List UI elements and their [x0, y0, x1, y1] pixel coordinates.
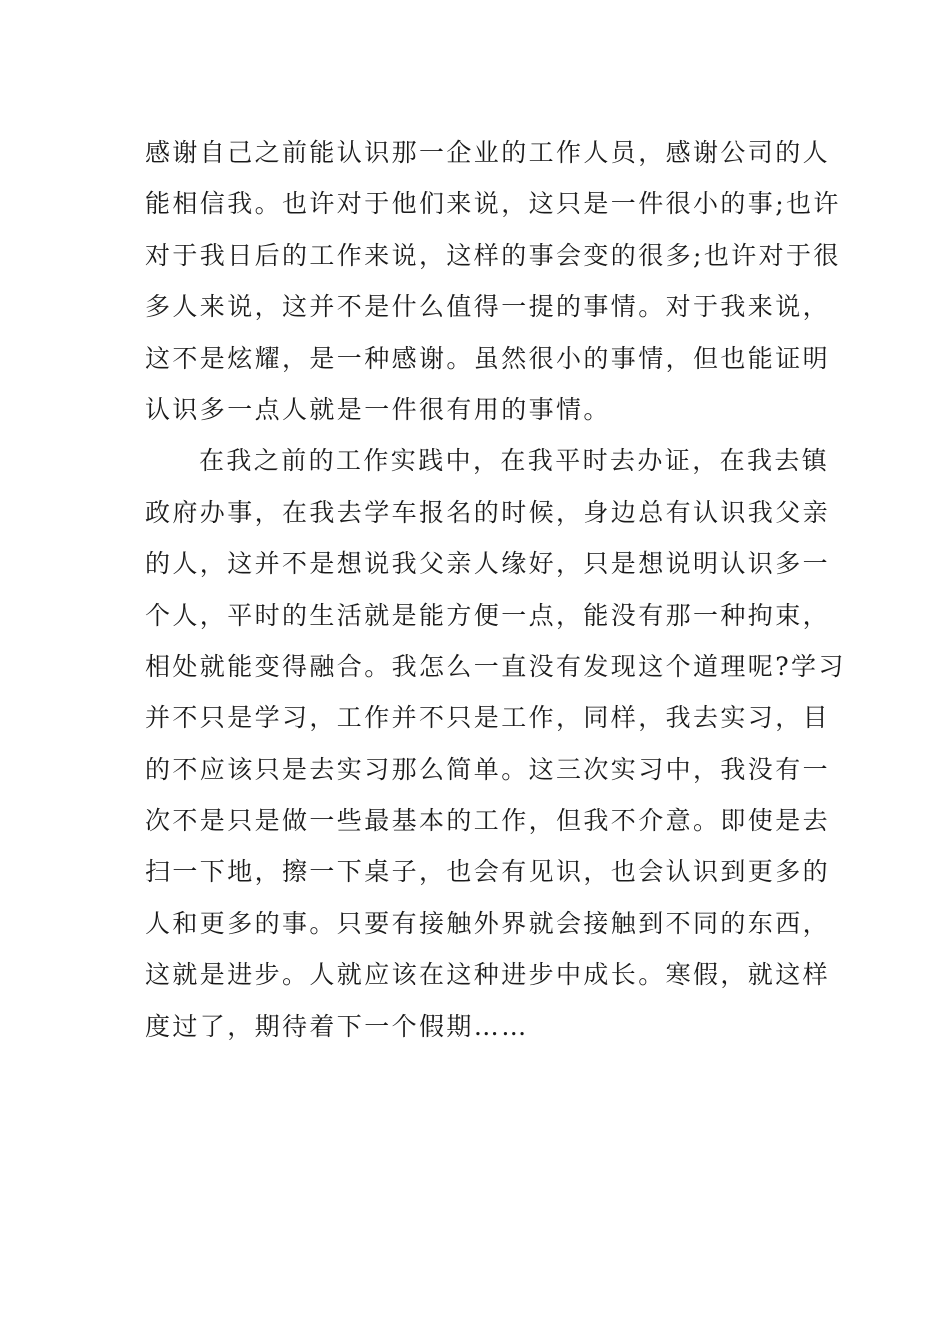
paragraph-line: 并不只是学习，工作并不只是工作，同样，我去实习，目 [145, 703, 831, 733]
paragraph-line: 认识多一点人就是一件很有用的事情。 [145, 394, 611, 424]
paragraph-line: 这不是炫耀，是一种感谢。虽然很小的事情，但也能证明 [145, 343, 831, 373]
paragraph-line: 次不是只是做一些最基本的工作，但我不介意。即使是去 [145, 806, 831, 836]
paragraph-first-line: 在我之前的工作实践中，在我平时去办证，在我去镇 [199, 446, 830, 476]
paragraph-line: 的人，这并不是想说我父亲人缘好，只是想说明认识多一 [145, 549, 831, 579]
paragraph-line: 个人，平时的生活就是能方便一点，能没有那一种拘束， [145, 600, 831, 630]
paragraph-line: 人和更多的事。只要有接触外界就会接触到不同的东西， [145, 908, 831, 938]
paragraph-line: 感谢自己之前能认识那一企业的工作人员，感谢公司的人 [145, 138, 831, 167]
paragraph-line: 扫一下地，擦一下桌子，也会有见识，也会认识到更多的 [145, 857, 831, 887]
paragraph-line: 度过了，期待着下一个假期…… [145, 1011, 529, 1041]
paragraph-line: 能相信我。也许对于他们来说，这只是一件很小的事;也许 [145, 189, 841, 219]
paragraph-line: 这就是进步。人就应该在这种进步中成长。寒假，就这样 [145, 960, 831, 990]
paragraph-line: 对于我日后的工作来说，这样的事会变的很多;也许对于很 [145, 240, 841, 270]
paragraph-line: 相处就能变得融合。我怎么一直没有发现这个道理呢?学习 [145, 651, 846, 681]
paragraph-line: 的不应该只是去实习那么简单。这三次实习中，我没有一 [145, 754, 831, 784]
paragraph-line: 政府办事，在我去学车报名的时候，身边总有认识我父亲 [145, 497, 831, 527]
paragraph-line: 多人来说，这并不是什么值得一提的事情。对于我来说， [145, 292, 831, 322]
document-body [145, 127, 846, 1052]
paragraph-2 [145, 435, 846, 1052]
paragraph-1 [145, 127, 841, 435]
